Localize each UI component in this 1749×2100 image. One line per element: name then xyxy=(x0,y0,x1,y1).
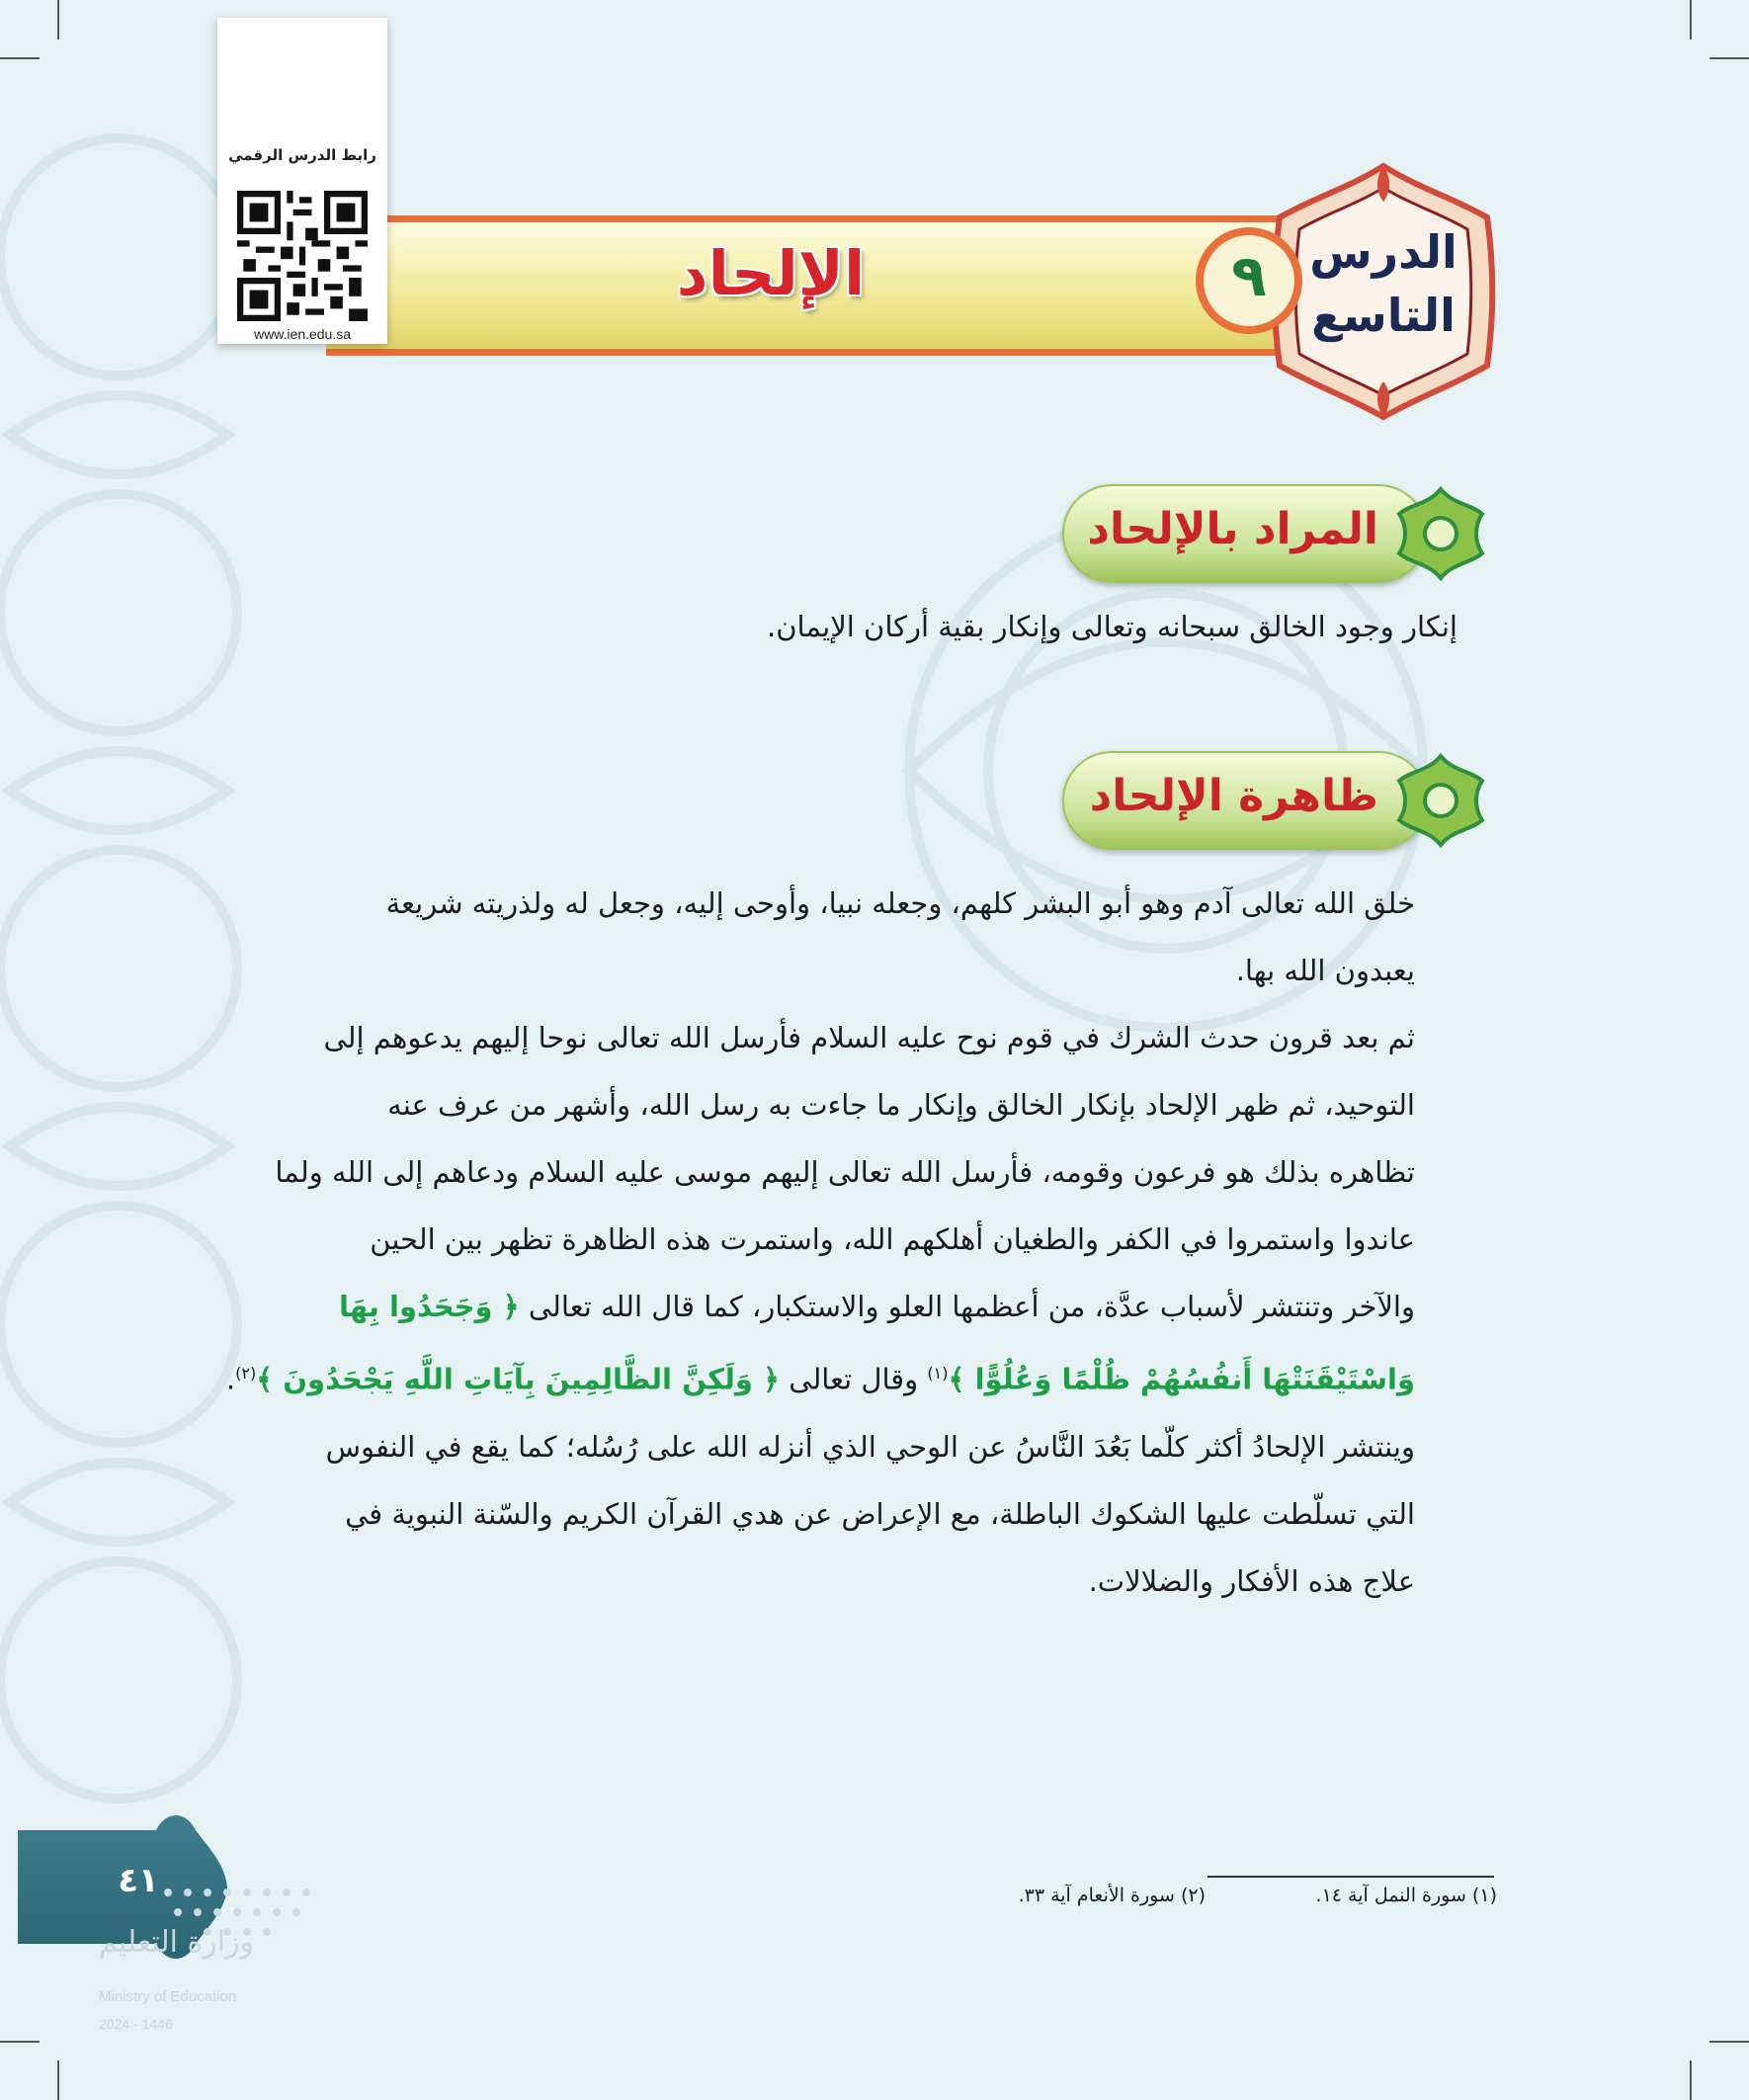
footnote-2: (٢) سورة الأنعام آية ٣٣. xyxy=(1018,1885,1206,1906)
crop-mark xyxy=(0,2041,40,2043)
crop-mark xyxy=(57,2060,59,2100)
paragraph-line: التوحيد، ثم ظهر الإلحاد بإنكار الخالق وإنكار ما جاءت به رسل الله، وأشهر من عرف عنه xyxy=(387,1088,1415,1122)
paragraph-line xyxy=(200,1340,1415,1413)
section-body-definition xyxy=(173,593,1458,660)
quran-verse: ﴿ وَلَكِنَّ الظَّالِمِينَ بِآيَاتِ اللَّهِ يَجْحَدُونَ ﴾ xyxy=(256,1362,781,1396)
ornament-icon xyxy=(1391,751,1490,850)
qr-url[interactable]: www.ien.edu.sa xyxy=(253,326,352,342)
lesson-label-line1: الدرس xyxy=(1309,225,1458,279)
quran-verse: وَاسْتَيْقَنَتْهَا أَنفُسُهُمْ ظُلْمًا وَعُلُوًّا ﴾ xyxy=(948,1362,1415,1396)
paragraph-line: التي تسلّطت عليها الشكوك الباطلة، مع الإعراض عن هدي القرآن الكريم والسّنة النبوية في xyxy=(345,1496,1415,1531)
lesson-label-line2: التاسع xyxy=(1311,289,1456,342)
paragraph-line: علاج هذه الأفكار والضلالات. xyxy=(1088,1563,1415,1598)
paragraph-line: وينتشر الإلحادُ أكثر كلّما بَعُدَ النَّاسُ عن الوحي الذي أنزله الله على رُسُله؛ كما يقع في النفوس xyxy=(325,1429,1415,1464)
paragraph-line: يعبدون الله بها. xyxy=(1235,954,1415,987)
paragraph-line: تظاهره بذلك هو فرعون وقومه، فأرسل الله تعالى إليهم موسى عليه السلام ودعاهم إلى الله ولما xyxy=(275,1155,1415,1189)
ornament-icon xyxy=(1391,484,1490,583)
paragraph-line: إنكار وجود الخالق سبحانه وتعالى وإنكار بقية أركان الإيمان. xyxy=(767,610,1458,643)
paragraph-line: ثم بعد قرون حدث الشرك في قوم نوح عليه السلام فأرسل الله تعالى نوحا إليهم يدعوهم إلى xyxy=(323,1021,1415,1054)
section-body-phenomenon xyxy=(200,870,1415,1615)
paragraph-line: خلق الله تعالى آدم وهو أبو البشر كلهم، وجعله نبيا، وأوحى إليه، وجعل له ولذريته شريعة xyxy=(385,886,1415,920)
qr-label: رابط الدرس الرقمي xyxy=(228,146,376,164)
ministry-name-ar: وزارة التعليم xyxy=(99,1925,255,1960)
crop-mark xyxy=(0,57,40,59)
paragraph-line: عاندوا واستمروا في الكفر والطغيان أهلكهم الله، واستمرت هذه الظاهرة تظهر بين الحين xyxy=(370,1222,1415,1256)
footnote-divider xyxy=(1208,1876,1494,1878)
section-title-definition: المراد بالإلحاد xyxy=(1087,504,1378,554)
footnote-ref[interactable]: (١) xyxy=(927,1364,949,1383)
section-title-phenomenon: ظاهرة الإلحاد xyxy=(1089,771,1378,821)
crop-mark xyxy=(1690,2060,1692,2100)
lesson-title: الإلحاد xyxy=(676,237,866,309)
page-number: ٤١ xyxy=(118,1861,159,1900)
crop-mark xyxy=(1709,57,1749,59)
qr-card[interactable] xyxy=(217,18,387,344)
footnote-ref[interactable]: (٢) xyxy=(235,1364,257,1383)
footnote-1: (١) سورة النمل آية ١٤. xyxy=(1315,1885,1497,1906)
qr-code-icon[interactable] xyxy=(237,191,368,321)
paragraph-text: وقال تعالى xyxy=(780,1362,928,1396)
crop-mark xyxy=(57,0,59,40)
quran-verse: ﴿ وَجَحَدُوا بِهَا xyxy=(339,1290,520,1323)
ministry-name-en: Ministry of Education xyxy=(99,1988,237,2005)
lesson-number: ٩ xyxy=(1231,242,1267,309)
paragraph-text: . xyxy=(225,1362,236,1396)
edition-year: 2024 - 1446 xyxy=(99,2016,173,2032)
crop-mark xyxy=(1690,0,1692,40)
paragraph-line xyxy=(200,1273,1415,1340)
crop-mark xyxy=(1709,2041,1749,2043)
paragraph-text: والآخر وتنتشر لأسباب عدَّة، من أعظمها العلو والاستكبار، كما قال الله تعالى xyxy=(528,1290,1415,1323)
